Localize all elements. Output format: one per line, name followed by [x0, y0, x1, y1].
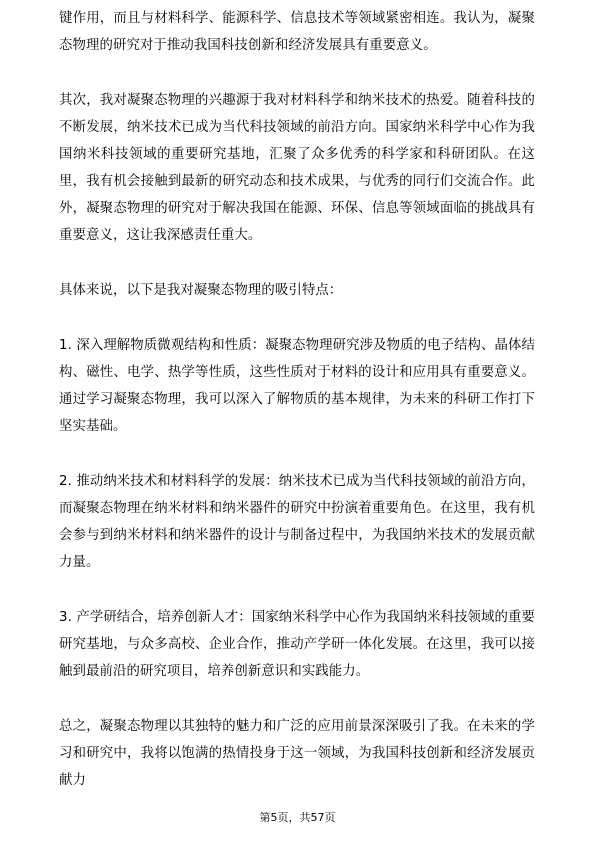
paragraph-intro-continued: 键作用，而且与材料科学、能源科学、信息技术等领域紧密相连。我认为，凝聚态物理的研究对于推动我国科技创新和经济发展具有重要意义。 [59, 11, 535, 53]
list-item-feature-2: 2. 推动纳米技术和材料科学的发展：纳米技术已成为当代科技领域的前沿方向，而凝聚态物理在纳米材料和纳米器件的研究中扮演着重要角色。在这里，我有机会参与到纳米材料和纳米器件的设计与制备过程中，为我国纳米技术的发展贡献力量。 [59, 474, 536, 570]
list-item-feature-1: 1. 深入理解物质微观结构和性质：凝聚态物理研究涉及物质的电子结构、晶体结构、磁性、电学、热学等性质，这些性质对于材料的设计和应用具有重要意义。通过学习凝聚态物理，我可以深入了解物质的基本规律，为未来的科研工作打下坚实基础。 [59, 338, 536, 434]
paragraph-interest: 其次，我对凝聚态物理的兴趣源于我对材料科学和纳米技术的热爱。随着科技的不断发展，纳米技术已成为当代科技领域的前沿方向。国家纳米科学中心作为我国纳米科技领域的重要研究基地，汇聚了众多优秀的科学家和科研团队。在这里，我有机会接触到最新的研究动态和技术成果，与优秀的同行们交流合作。此外，凝聚态物理的研究对于解决我国在能源、环保、信息等领域面临的挑战具有重要意义，这让我深感责任重大。 [59, 93, 535, 243]
paragraph-features-heading: 具体来说，以下是我对凝聚态物理的吸引特点： [59, 283, 343, 298]
document-body [59, 5, 535, 822]
page-number: 第5页，共57页 [259, 811, 336, 824]
list-item-feature-3: 3. 产学研结合，培养创新人才：国家纳米科学中心作为我国纳米科技领域的重要研究基地，与众多高校、企业合作，推动产学研一体化发展。在这里，我可以接触到最前沿的研究项目，培养创新意识和实践能力。 [59, 610, 536, 679]
paragraph-conclusion: 总之，凝聚态物理以其独特的魅力和广泛的应用前景深深吸引了我。在未来的学习和研究中，我将以饱满的热情投身于这一领域，为我国科技创新和经济发展贡献力 [59, 719, 535, 788]
